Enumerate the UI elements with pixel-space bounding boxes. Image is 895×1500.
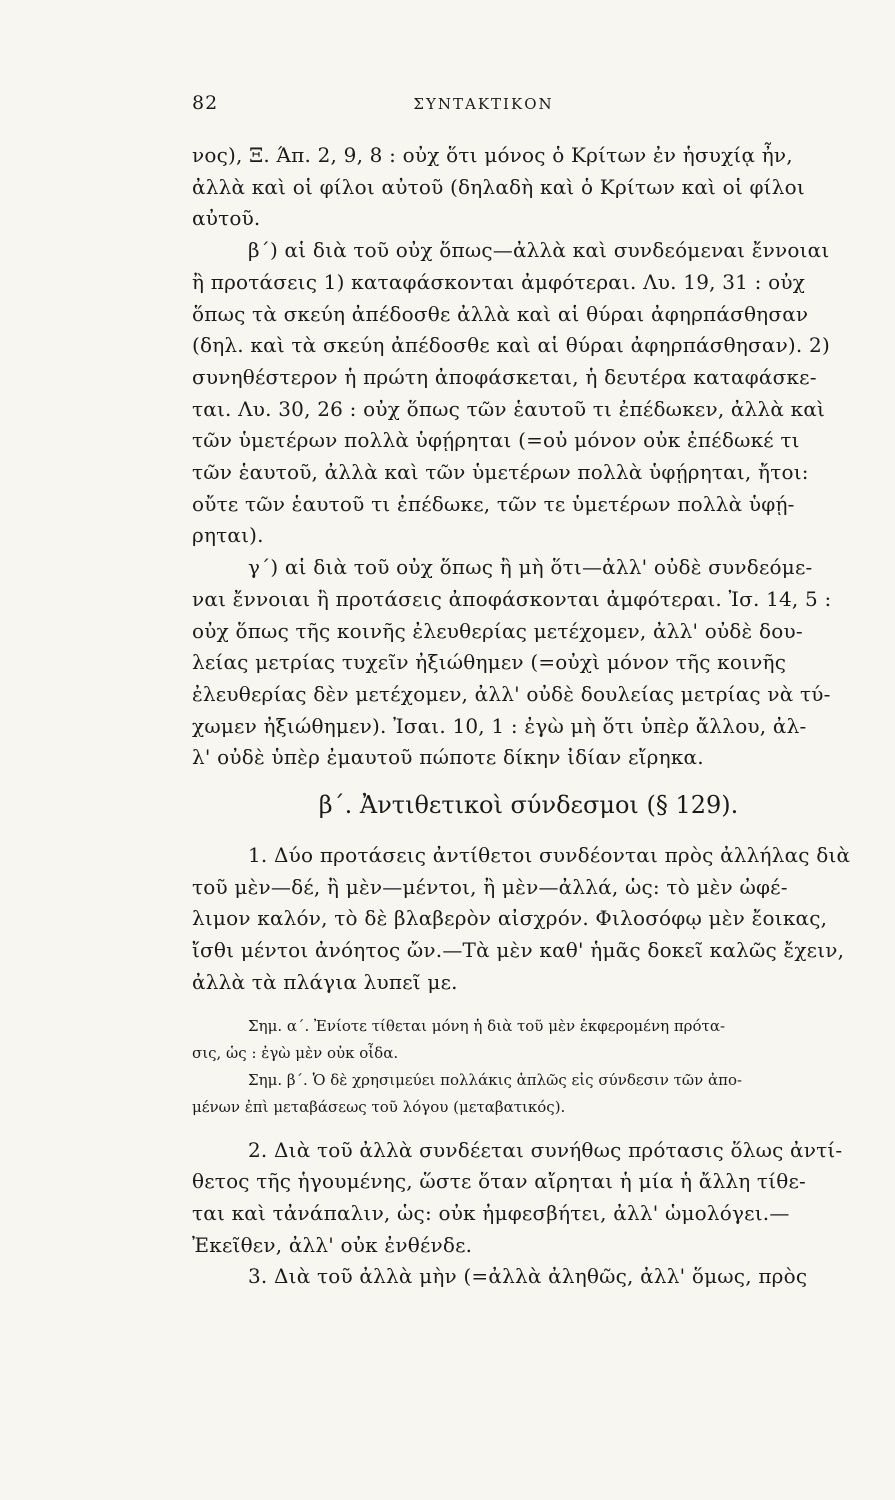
- paragraph-3: [192, 552, 885, 774]
- text-line: γ΄) αἱ διὰ τοῦ οὐχ ὅπως ἢ μὴ ὅτι—ἀλλ' οὐδὲ συνδεόμε-: [248, 555, 813, 580]
- note-line: μένων ἐπὶ μεταβάσεως τοῦ λόγου (μεταβατικός).: [192, 1097, 566, 1116]
- text-line: οὔτε τῶν ἑαυτοῦ τι ἐπέδωκε, τῶν τε ὑμετέρων πολλὰ ὑφῄ-: [192, 491, 795, 516]
- text-line: τοῦ μὲν—δέ, ἢ μὲν—μέντοι, ἢ μὲν—ἀλλά, ὡς: τὸ μὲν ὠφέ-: [192, 874, 788, 899]
- text-line: λείας μετρίας τυχεῖν ἠξιώθημεν (=οὐχὶ μόνον τῆς κοινῆς: [192, 650, 787, 675]
- text-line: 2. Διὰ τοῦ ἀλλὰ συνδέεται συνήθως πρότασις ὅλως ἀντί-: [248, 1137, 843, 1162]
- section-heading: β΄. Ἀντιθετικοὶ σύνδεσμοι (§ 129).: [318, 791, 739, 820]
- running-title: ΣΥΝΤΑΚΤΙΚΟΝ: [413, 95, 554, 113]
- text-line: ἐλευθερίας δὲν μετέχομεν, ἀλλ' οὐδὲ δουλείας μετρίας νὰ τύ-: [192, 681, 831, 706]
- note-1: [192, 1013, 885, 1067]
- note-line: Σημ. α΄. Ἐνίοτε τίθεται μόνη ἡ διὰ τοῦ μὲν ἐκφερομένη πρότα-: [248, 1016, 726, 1035]
- text-line: 1. Δύο προτάσεις ἀντίθετοι συνδέονται πρὸς ἀλλήλας διὰ: [248, 843, 851, 868]
- text-line: ἀλλὰ τὰ πλάγια λυπεῖ με.: [192, 969, 458, 994]
- paragraph-4: [192, 840, 885, 999]
- text-line: νος), Ξ. Άπ. 2, 9, 8 : οὐχ ὅτι μόνος ὁ Κρίτων ἐν ἡσυχίᾳ ἦν,: [192, 143, 793, 167]
- note-2: [192, 1067, 885, 1121]
- text-line: Ἐκεῖθεν, ἀλλ' οὐκ ἐνθένδε.: [192, 1232, 473, 1257]
- text-line: οὐχ ὅπως τῆς κοινῆς ἐλευθερίας μετέχομεν, ἀλλ' οὐδὲ δου-: [192, 618, 803, 643]
- text-line: ται καὶ τἀνάπαλιν, ὡς: οὐκ ἠμφεσβήτει, ἀλλ' ὡμολόγει.—: [192, 1200, 790, 1225]
- text-line: ὅπως τὰ σκεύη ἀπέδοσθε ἀλλὰ καὶ αἱ θύραι ἀφηρπάσθησαν: [192, 301, 809, 326]
- text-line: β΄) αἱ διὰ τοῦ οὐχ ὅπως—ἀλλὰ καὶ συνδεόμεναι ἔννοιαι: [248, 238, 830, 263]
- text-line: θετος τῆς ἡγουμένης, ὥστε ὅταν αἴρηται ἡ μία ἡ ἄλλη τίθε-: [192, 1169, 806, 1194]
- page-header: [192, 92, 885, 114]
- paragraph-1: [192, 140, 885, 235]
- paragraph-5: [192, 1135, 885, 1262]
- text-line: ἴσθι μέντοι ἀνόητος ὤν.—Τὰ μὲν καθ' ἡμᾶς δοκεῖ καλῶς ἔχειν,: [192, 938, 845, 963]
- text-line: (δηλ. καὶ τὰ σκεύη ἀπέδοσθε καὶ αἱ θύραι ἀφηρπάσθησαν). 2): [192, 333, 830, 358]
- spacer: [192, 999, 885, 1013]
- text-line: 3. Διὰ τοῦ ἀλλὰ μὴν (=ἀλλὰ ἀληθῶς, ἀλλ' ὅμως, πρὸς: [248, 1264, 808, 1289]
- text-line: αὐτοῦ.: [192, 206, 261, 231]
- text-line: ρηται).: [192, 523, 264, 548]
- text-line: λιμον καλόν, τὸ δὲ βλαβερὸν αἰσχρόν. Φιλοσόφῳ μὲν ἔοικας,: [192, 906, 828, 931]
- text-line: ναι ἔννοιαι ἢ προτάσεις ἀποφάσκονται ἀμφότεραι. Ἰσ. 14, 5 :: [192, 586, 832, 611]
- text-line: ἀλλὰ καὶ οἱ φίλοι αὐτοῦ (δηλαδὴ καὶ ὁ Κρίτων καὶ οἱ φίλοι: [192, 174, 805, 199]
- text-line: συνηθέστερον ἡ πρώτη ἀποφάσκεται, ἡ δευτέρα καταφάσκε-: [192, 364, 817, 389]
- paragraph-2: [192, 235, 885, 552]
- text-line: λ' οὐδὲ ὑπὲρ ἐμαυτοῦ πώποτε δίκην ἰδίαν εἴρηκα.: [192, 745, 704, 770]
- text-line: ἢ προτάσεις 1) καταφάσκονται ἀμφότεραι. Λυ. 19, 31 : οὐχ: [192, 269, 806, 294]
- text-line: χωμεν ἠξιώθημεν). Ἰσαι. 10, 1 : ἐγὼ μὴ ὅτι ὑπὲρ ἄλλου, ἀλ-: [192, 713, 807, 738]
- paragraph-6: [192, 1261, 885, 1293]
- page-number: 82: [192, 92, 219, 114]
- note-line: Σημ. β΄. Ὁ δὲ χρησιμεύει πολλάκις ἁπλῶς εἰς σύνδεσιν τῶν ἀπο-: [248, 1070, 743, 1089]
- text-line: τῶν ὑμετέρων πολλὰ ὑφῄρηται (=οὐ μόνον οὐκ ἐπέδωκέ τι: [192, 428, 800, 453]
- note-line: σις, ὡς : ἐγὼ μὲν οὐκ οἶδα.: [192, 1043, 399, 1062]
- spacer: [192, 1121, 885, 1135]
- text-line: ται. Λυ. 30, 26 : οὐχ ὅπως τῶν ἑαυτοῦ τι ἐπέδωκεν, ἀλλὰ καὶ: [192, 396, 826, 421]
- text-line: τῶν ἑαυτοῦ, ἀλλὰ καὶ τῶν ὑμετέρων πολλὰ ὑφῄρηται, ἤτοι:: [192, 460, 809, 485]
